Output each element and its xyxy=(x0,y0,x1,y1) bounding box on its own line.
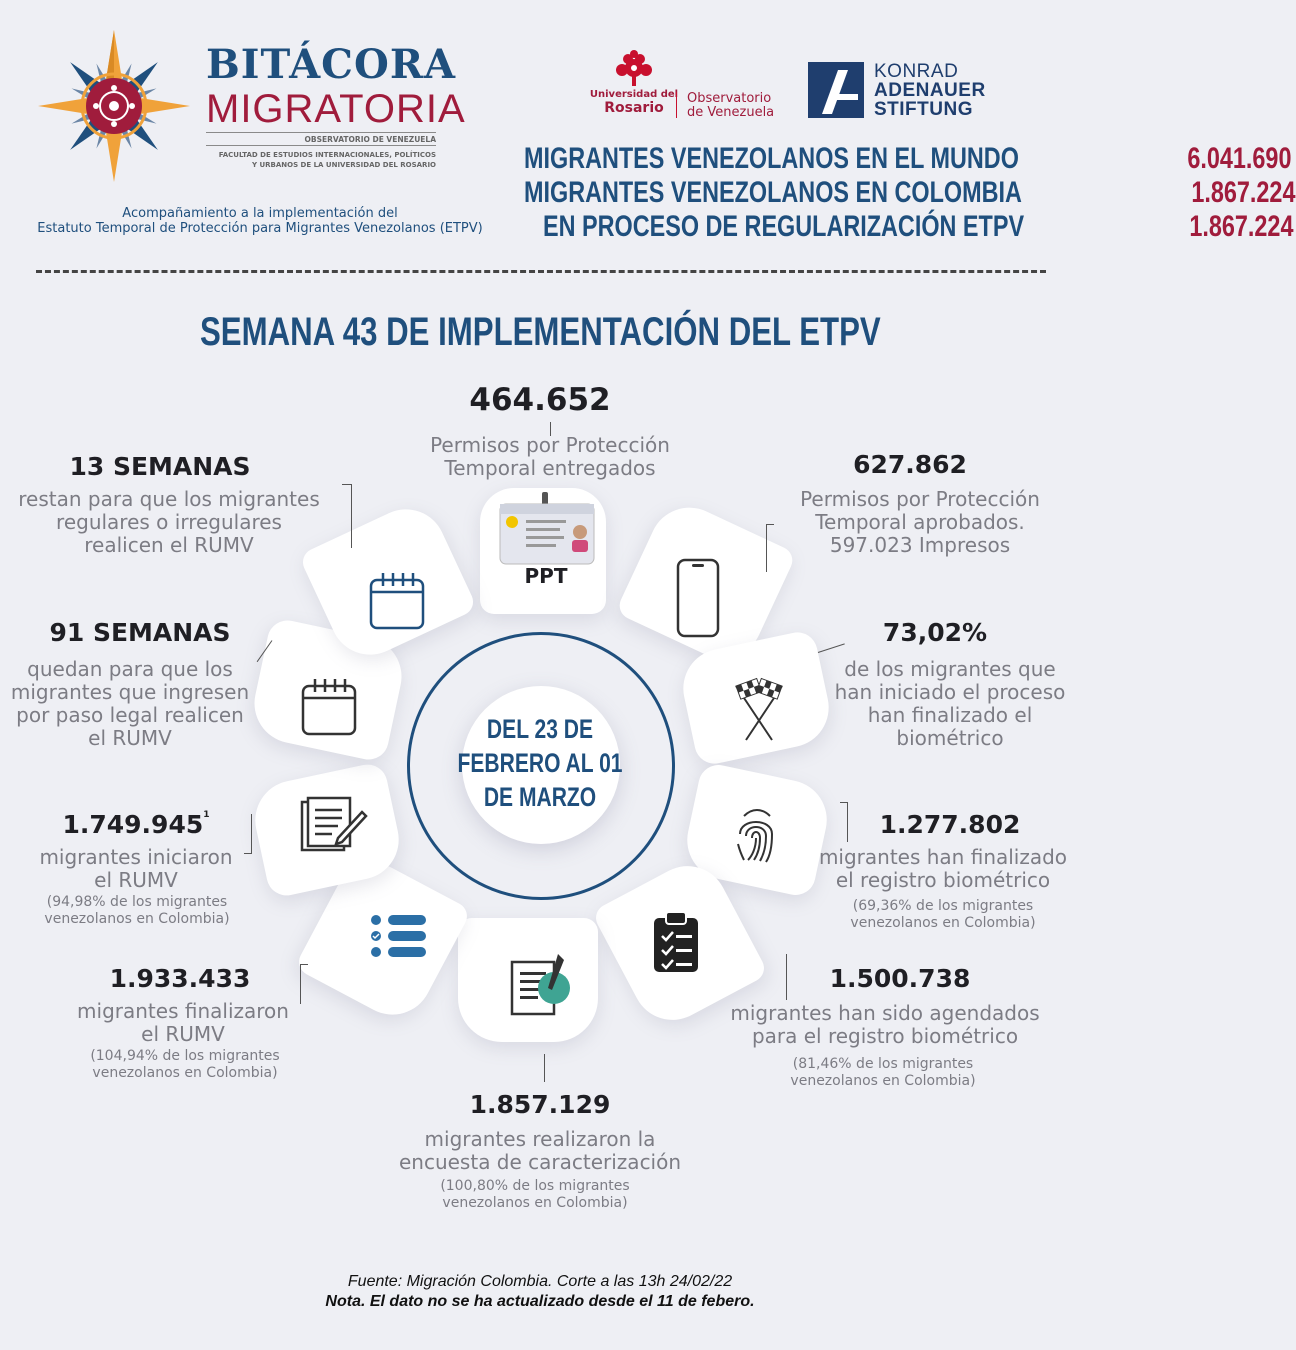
stat-value: 464.652 xyxy=(469,382,611,418)
rosario-line2: Rosario xyxy=(604,100,664,116)
fingerprint-icon xyxy=(734,804,778,864)
desc-line: Permisos por Protección xyxy=(430,433,670,457)
leader-line xyxy=(342,484,352,548)
dashed-separator xyxy=(36,270,1046,273)
phone-icon xyxy=(676,558,720,638)
checkered-flags-icon xyxy=(726,682,792,742)
desc-line: quedan para que los xyxy=(27,657,233,681)
brand-sub2 xyxy=(206,150,436,170)
brand-title-line1: BITÁCORA xyxy=(206,41,457,88)
desc-line: han iniciado el proceso xyxy=(834,680,1066,704)
rosario-name xyxy=(586,89,682,116)
headline-stat-value: 1.867.224 xyxy=(1189,210,1294,243)
headline-stat-row xyxy=(524,210,1294,244)
stat-biometric-done-note xyxy=(830,898,1056,932)
stat-rumv-started-note xyxy=(24,894,250,928)
brand-tagline xyxy=(20,206,500,236)
desc-line: 597.023 Impresos xyxy=(829,533,1011,557)
headline-stat-label: MIGRANTES VENEZOLANOS EN COLOMBIA xyxy=(524,176,1022,209)
document-pen-icon xyxy=(300,796,368,854)
headline-stats xyxy=(524,142,1296,244)
footer-note: Nota. El dato no se ha actualizado desde el 11 de febero. xyxy=(325,1293,755,1310)
footer-source: Fuente: Migración Colombia. Corte a las 13h 24/02/22 xyxy=(347,1273,733,1290)
stat-value: 1.933.433 xyxy=(109,964,251,993)
compass-logo-icon xyxy=(36,28,192,184)
note-line: venezolanos en Colombia) xyxy=(44,911,230,927)
calendar-icon xyxy=(300,676,358,736)
desc-line: migrantes iniciaron xyxy=(39,845,233,869)
stat-value: 13 SEMANAS xyxy=(69,452,251,481)
note-line: venezolanos en Colombia) xyxy=(442,1195,628,1211)
desc-line: encuesta de caracterización xyxy=(398,1150,682,1174)
center-date xyxy=(430,712,650,814)
stat-value: 1.500.738 xyxy=(829,964,971,993)
rosario-line1: Universidad del xyxy=(589,89,679,100)
kas-logo-icon xyxy=(808,62,864,118)
desc-line: realicen el RUMV xyxy=(84,533,254,557)
id-card-icon xyxy=(498,492,596,568)
desc-line: el RUMV xyxy=(88,726,172,750)
leader-line xyxy=(766,524,774,572)
headline-stat-value: 6.041.690 xyxy=(1187,142,1292,175)
stat-value: 73,02% xyxy=(882,618,988,647)
headline-stat-row xyxy=(524,176,1296,210)
desc-line: migrantes han sido agendados xyxy=(730,1001,1040,1025)
desc-line: por paso legal realicen xyxy=(16,703,244,727)
desc-line: Temporal aprobados. xyxy=(815,510,1025,534)
stat-rumv-started xyxy=(16,810,256,839)
desc-line: migrantes han finalizado xyxy=(818,845,1068,869)
desc-line: biométrico xyxy=(896,726,1004,750)
stat-scheduled-note xyxy=(770,1056,996,1090)
footnote-marker: 1 xyxy=(203,810,210,820)
week-title: SEMANA 43 DE IMPLEMENTACIÓN DEL ETPV xyxy=(199,310,881,354)
tagline-line2: Estatuto Temporal de Protección para Migrantes Venezolanos (ETPV) xyxy=(37,221,483,236)
note-line: (81,46% de los migrantes xyxy=(792,1056,974,1072)
stat-value: 1.857.129 xyxy=(469,1090,611,1119)
stat-approved-desc xyxy=(770,488,1070,557)
calendar-icon xyxy=(368,570,426,630)
desc-line: migrantes que ingresen xyxy=(10,680,250,704)
kas-line2: ADENAUER xyxy=(874,80,986,101)
tagline-line1: Acompañamiento a la implementación del xyxy=(122,206,398,221)
stat-scheduled xyxy=(780,964,1020,993)
observatorio-name xyxy=(687,92,774,120)
stat-delivered xyxy=(420,382,660,418)
desc-line: regulares o irregulares xyxy=(56,510,282,534)
stat-survey xyxy=(420,1090,660,1119)
partner-divider xyxy=(676,92,677,118)
stat-weeks-13-desc xyxy=(4,488,334,557)
desc-line: restan para que los migrantes xyxy=(18,487,320,511)
desc-line: Temporal entregados xyxy=(444,456,656,480)
observatorio-line2: de Venezuela xyxy=(687,105,775,120)
desc-line: de los migrantes que xyxy=(844,657,1056,681)
stat-weeks-91 xyxy=(10,618,270,647)
center-line1: DEL 23 DE xyxy=(486,714,594,744)
desc-line: el RUMV xyxy=(94,868,178,892)
stat-value: 91 SEMANAS xyxy=(49,618,231,647)
brand-sub1: OBSERVATORIO DE VENEZUELA xyxy=(304,135,436,144)
note-line: venezolanos en Colombia) xyxy=(790,1073,976,1089)
brand-divider xyxy=(206,132,436,133)
stat-weeks-13 xyxy=(20,452,300,481)
stat-rumv-done-note xyxy=(70,1048,300,1082)
headline-stat-row xyxy=(524,142,1292,176)
stat-value: 1.277.802 xyxy=(879,810,1021,839)
desc-line: el registro biométrico xyxy=(835,868,1051,892)
headline-stat-label: MIGRANTES VENEZOLANOS EN EL MUNDO xyxy=(524,142,1019,175)
stat-biometric-pct-desc xyxy=(830,658,1070,750)
kas-line1: KONRAD xyxy=(874,61,959,82)
stat-value: 627.862 xyxy=(853,450,967,479)
leader-line xyxy=(786,954,787,1000)
note-line: (100,80% de los migrantes xyxy=(440,1178,630,1194)
center-line3: DE MARZO xyxy=(483,782,597,812)
week-title-wrap xyxy=(0,310,1080,355)
leader-line xyxy=(544,1054,545,1082)
stat-rumv-done xyxy=(60,964,300,993)
desc-line: migrantes finalizaron xyxy=(77,999,289,1023)
stat-approved xyxy=(780,450,1040,479)
leader-line xyxy=(840,802,848,842)
leader-line xyxy=(300,964,308,1004)
observatorio-line1: Observatorio xyxy=(687,91,772,106)
kas-name xyxy=(874,62,986,119)
note-line: (104,94% de los migrantes xyxy=(90,1048,280,1064)
stat-survey-desc xyxy=(380,1128,700,1174)
note-line: (94,98% de los migrantes xyxy=(46,894,228,910)
stat-value: 1.749.945 xyxy=(62,810,204,839)
note-line: venezolanos en Colombia) xyxy=(92,1065,278,1081)
headline-stat-label: EN PROCESO DE REGULARIZACIÓN ETPV xyxy=(543,210,1025,243)
stat-survey-note xyxy=(420,1178,650,1212)
stat-biometric-done-desc xyxy=(810,846,1076,892)
desc-line: el RUMV xyxy=(141,1022,225,1046)
stat-scheduled-desc xyxy=(720,1002,1050,1048)
stat-rumv-started-desc xyxy=(16,846,256,892)
survey-document-icon xyxy=(508,952,574,1018)
brand-sub2-line: FACULTAD DE ESTUDIOS INTERNACIONALES, POLÍTICOS xyxy=(218,151,436,159)
stat-delivered-desc xyxy=(380,434,720,480)
clipboard-check-icon xyxy=(652,910,700,974)
desc-line: Permisos por Protección xyxy=(800,487,1040,511)
desc-line: han finalizado el xyxy=(867,703,1033,727)
stat-biometric-pct xyxy=(820,618,1050,647)
desc-line: para el registro biométrico xyxy=(751,1024,1019,1048)
note-line: (69,36% de los migrantes xyxy=(852,898,1034,914)
brand-title-line2: MIGRATORIA xyxy=(206,87,466,131)
rosario-crest-icon xyxy=(604,50,664,92)
brand-divider-2 xyxy=(206,145,436,146)
kas-line3: STIFTUNG xyxy=(874,99,973,120)
brand-sub3-line: Y URBANOS DE LA UNIVERSIDAD DEL ROSARIO xyxy=(251,161,436,169)
ppt-label: PPT xyxy=(524,564,568,588)
stat-biometric-done xyxy=(830,810,1070,839)
note-line: venezolanos en Colombia) xyxy=(850,915,1036,931)
desc-line: migrantes realizaron la xyxy=(424,1127,656,1151)
stat-rumv-done-desc xyxy=(50,1000,316,1046)
stat-weeks-91-desc xyxy=(10,658,250,750)
checklist-icon xyxy=(370,914,428,958)
center-line2: FEBRERO AL 01 xyxy=(457,748,623,778)
headline-stat-value: 1.867.224 xyxy=(1191,176,1296,209)
footer xyxy=(0,1272,1080,1312)
